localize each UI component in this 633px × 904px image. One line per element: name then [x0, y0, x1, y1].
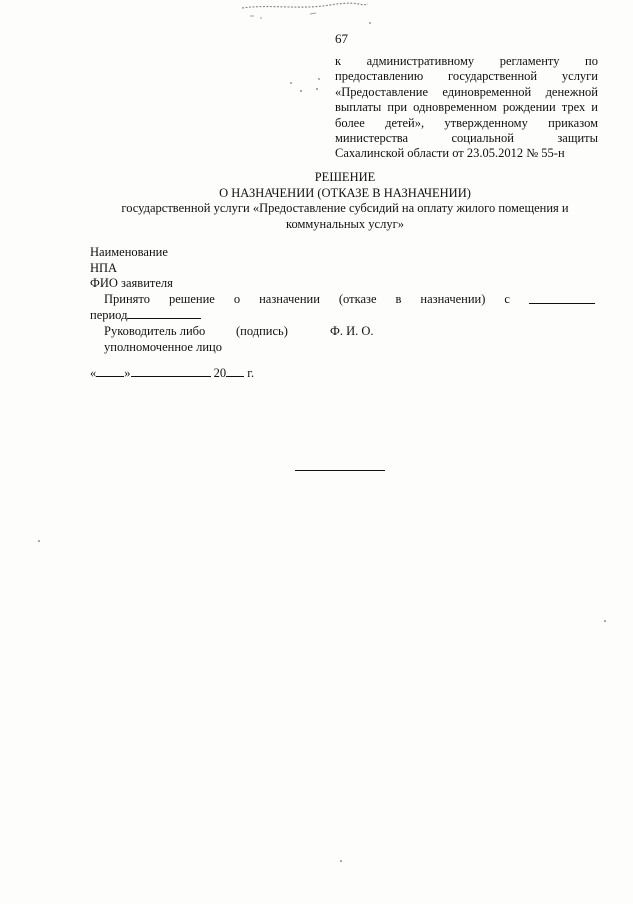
day-blank[interactable] — [96, 365, 124, 377]
head-label: Руководитель либо — [104, 323, 206, 338]
appendix-line: к административному регламенту по — [335, 54, 598, 68]
appendix-line: более детей», утвержденному приказом — [335, 115, 598, 130]
decision-word: назначении) — [420, 291, 486, 306]
name-label: Наименование — [90, 245, 168, 259]
scan-speck — [369, 22, 371, 24]
npa-label: НПА — [90, 260, 118, 275]
signature-row — [90, 324, 595, 340]
year-suffix: г. — [247, 366, 255, 380]
date-line — [90, 365, 254, 381]
scan-speck — [316, 88, 318, 90]
decision-form — [90, 245, 595, 355]
decision-statement — [90, 292, 595, 308]
scan-speck — [340, 860, 342, 862]
decision-word: назначении — [259, 291, 320, 306]
start-date-blank[interactable] — [529, 292, 595, 304]
decision-word: в — [395, 291, 402, 306]
decision-word: решение — [168, 291, 215, 306]
appendix-line: выплаты при одновременном рождении трех и — [335, 100, 598, 115]
end-separator — [295, 470, 385, 471]
month-blank[interactable] — [131, 365, 211, 377]
year-blank[interactable] — [226, 365, 244, 377]
appendix-line: «Предоставление единовременной денежной — [335, 84, 598, 99]
heading-service-line: коммунальных услуг» — [286, 216, 404, 231]
appendix-note — [335, 54, 598, 162]
applicant-label: ФИО заявителя — [90, 276, 173, 291]
year-prefix: 20 — [213, 366, 227, 380]
appendix-line: Сахалинской области от 23.05.2012 № 55-н — [335, 146, 565, 161]
appendix-line: министерства социальной защиты — [335, 131, 598, 146]
period-row — [90, 307, 595, 324]
decision-word: о — [233, 291, 241, 306]
scan-speck — [300, 90, 302, 92]
scan-speck — [38, 540, 40, 542]
scan-speck — [318, 78, 320, 80]
signature-label: (подпись) — [236, 323, 288, 338]
authorized-label: уполномоченное лицо — [104, 339, 222, 354]
page-number: 67 — [335, 31, 348, 46]
date-open-quote: « — [90, 366, 97, 380]
decision-word: с — [504, 291, 510, 306]
scan-speck — [290, 82, 292, 84]
decision-word: Принято — [104, 291, 150, 306]
appendix-line: предоставлению государственной услуги — [335, 69, 598, 84]
scan-smudge — [240, 2, 370, 22]
scan-speck — [604, 620, 606, 622]
decision-heading — [90, 170, 600, 232]
heading-service-line: государственной услуги «Предоставление субсидий на оплату жилого помещения и — [121, 201, 569, 216]
period-label: период — [90, 308, 128, 323]
heading-subtitle: О НАЗНАЧЕНИИ (ОТКАЗЕ В НАЗНАЧЕНИИ) — [219, 185, 471, 200]
date-close-quote: » — [124, 366, 131, 380]
heading-title: РЕШЕНИЕ — [314, 170, 376, 184]
decision-word: (отказе — [338, 291, 377, 306]
fio-label: Ф. И. О. — [330, 323, 374, 338]
period-blank[interactable] — [127, 307, 201, 319]
